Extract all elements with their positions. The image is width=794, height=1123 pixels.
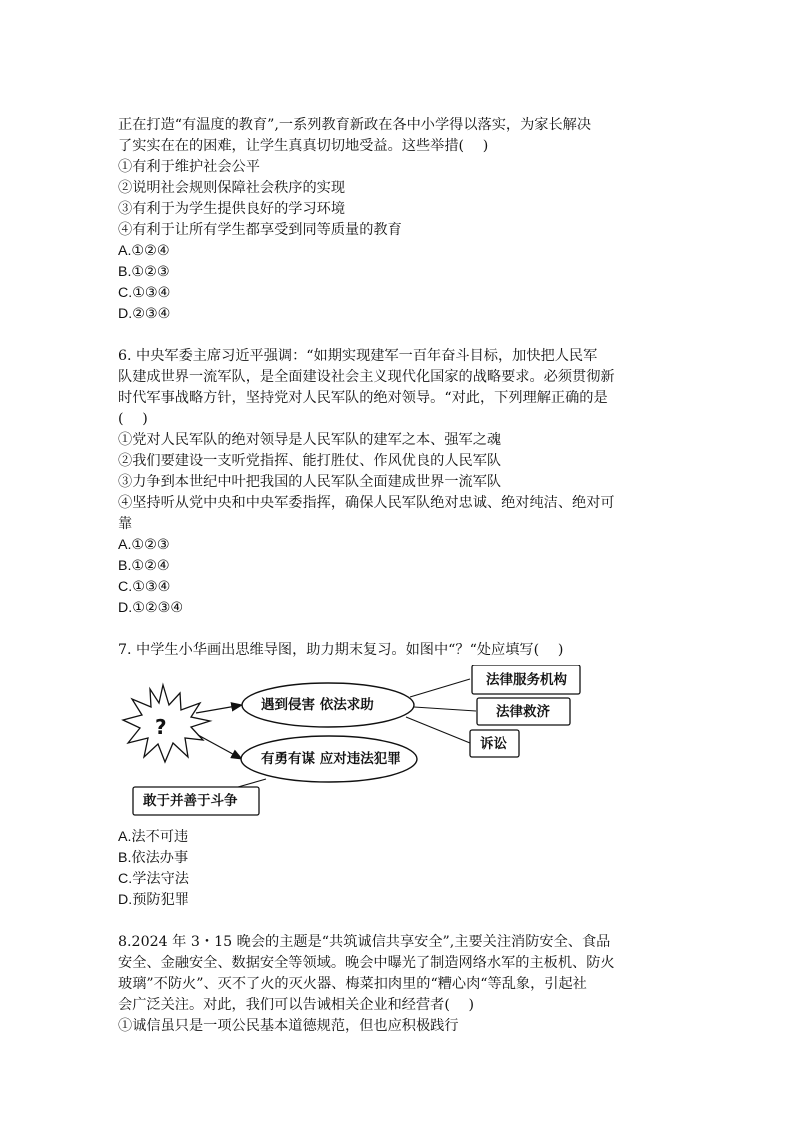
q6-stem-line-4: ( ) (118, 411, 148, 427)
q5-option-b: B.①②③ (118, 264, 170, 280)
q6-option-b: B.①②④ (118, 558, 170, 574)
q6-item-1: ①党对人民军队的绝对领导是人民军队的建军之本、强军之魂 (118, 432, 502, 448)
q5-option-c: C.①③④ (118, 285, 171, 301)
q6-item-4: ④坚持听从党中央和中央军委指挥，确保人民军队绝对忠诚、绝对纯洁、绝对可 (118, 495, 615, 511)
q5-stem-line-2: 了实实在在的困难，让学生真真切切地受益。这些举措( ) (118, 138, 489, 154)
spacer (118, 911, 678, 932)
q6-item-3: ③力争到本世纪中叶把我国的人民军队全面建成世界一流军队 (118, 474, 502, 490)
connector-leaf-3 (406, 717, 470, 743)
q8-stem-line-2: 安全、金融安全、数据安全等领域。晚会中曝光了制造网络水军的主板机、防火 (118, 955, 615, 971)
q5-item-3: ③有利于为学生提供良好的学习环境 (118, 201, 346, 217)
q6-option-d: D.①②③④ (118, 600, 184, 616)
exam-page (118, 115, 678, 1037)
q6-option-a: A.①②③ (118, 537, 170, 553)
q5-item-2: ②说明社会规则保障社会秩序的实现 (118, 180, 346, 196)
node-bottom-label: 有勇有谋 应对违法犯罪 (261, 751, 401, 767)
center-question-mark: ? (155, 715, 167, 739)
q8-item-1: ①诚信虽只是一项公民基本道德规范，但也应积极践行 (118, 1018, 459, 1034)
spacer (118, 619, 678, 640)
mind-map-diagram (118, 665, 678, 827)
q7-option-a: A.法不可违 (118, 829, 189, 845)
q8-stem-line-1: 8.2024 年 3・15 晚会的主题是“共筑诚信共享安全”,主要关注消防安全、食品 (118, 934, 611, 950)
q7-option-b: B.依法办事 (118, 850, 189, 866)
q6-stem-line-1: 6. 中央军委主席习近平强调：“如期实现建军一百年奋斗目标，加快把人民军 (118, 348, 598, 364)
q5-item-4: ④有利于让所有学生都享受到同等质量的教育 (118, 222, 402, 238)
arrow-to-bottom-node (198, 735, 242, 759)
q6-item-4-continued: 靠 (118, 516, 133, 532)
leaf-1-label: 法律服务机构 (486, 672, 567, 688)
q5-option-a: A.①②④ (118, 243, 170, 259)
spacer (118, 325, 678, 346)
q8-stem-line-4: 会广泛关注。对此，我们可以告诫相关企业和经营者( ) (118, 997, 475, 1013)
q5-option-d: D.②③④ (118, 306, 171, 322)
leaf-bottom-label: 敢于并善于斗争 (143, 793, 238, 809)
connector-leaf-1 (410, 679, 470, 697)
q6-stem-line-2: 队建成世界一流军队，是全面建设社会主义现代化国家的战略要求。必须贯彻新 (118, 369, 615, 385)
q7-option-d: D.预防犯罪 (118, 892, 189, 908)
connector-bottom-leaf (238, 779, 266, 787)
q6-stem-line-3: 时代军事战略方针，坚持党对人民军队的绝对领导。“对此，下列理解正确的是 (118, 390, 608, 406)
leaf-3-label: 诉讼 (480, 736, 507, 752)
q5-item-1: ①有利于维护社会公平 (118, 159, 260, 175)
connector-leaf-2 (414, 707, 476, 711)
q6-option-c: C.①③④ (118, 579, 171, 595)
q6-item-2: ②我们要建设一支听党指挥、能打胜仗、作风优良的人民军队 (118, 453, 502, 469)
q7-stem: 7. 中学生小华画出思维导图，助力期末复习。如图中“？“处应填写( ) (118, 642, 564, 658)
q8-stem-line-3: 玻璃”不防火”、灭不了火的灭火器、梅菜扣肉里的“糟心肉“等乱象，引起社 (118, 976, 587, 992)
leaf-2-label: 法律救济 (496, 704, 550, 720)
q5-stem-line-1: 正在打造“有温度的教育”,一系列教育新政在各中小学得以落实，为家长解决 (118, 117, 592, 133)
q7-option-c: C.学法守法 (118, 871, 189, 887)
node-top-label: 遇到侵害 依法求助 (261, 697, 374, 713)
arrow-to-top-node (196, 705, 242, 713)
